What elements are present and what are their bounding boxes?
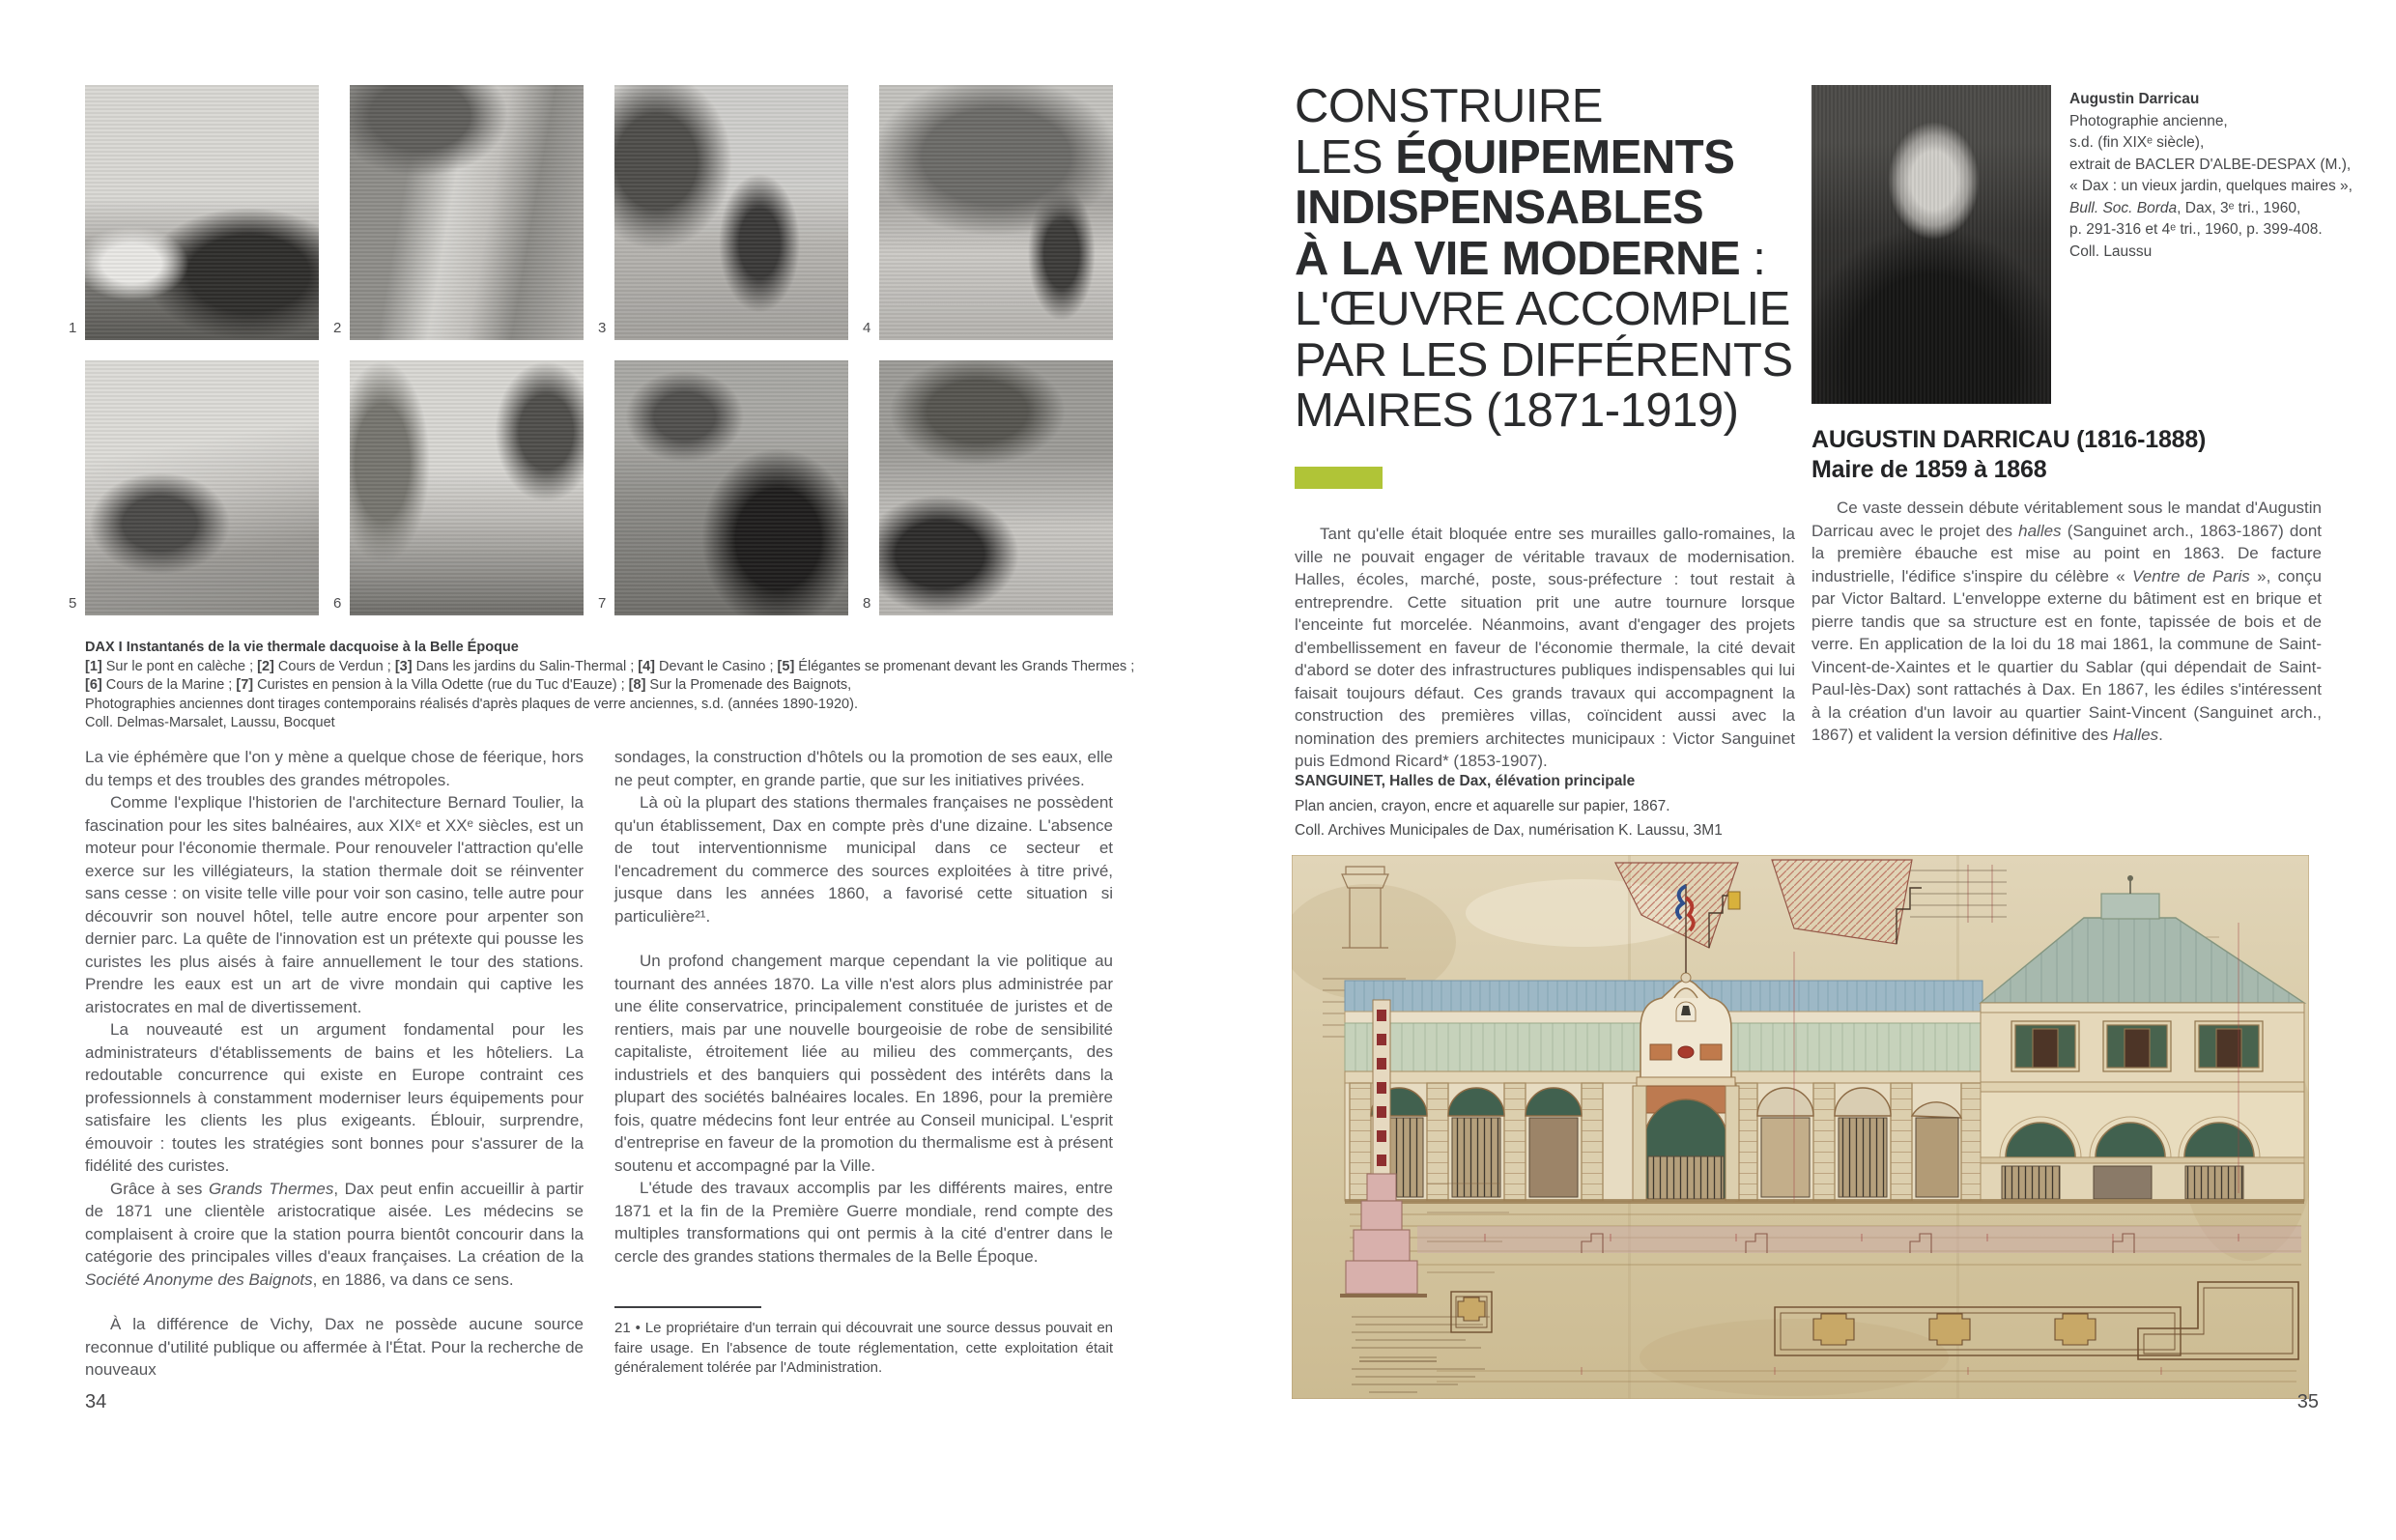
- chapter-title-line: À LA VIE MODERNE :: [1295, 232, 1766, 285]
- chapter-title-line: LES ÉQUIPEMENTS: [1295, 130, 1735, 184]
- photo-4-devant-le-casino: [879, 85, 1113, 340]
- paragraph: La vie éphémère que l'on y mène a quelque chose de féerique, hors du temps et des troubles des grandes métropoles.: [85, 748, 584, 789]
- sanguinet-caption-title: SANGUINET, Halles de Dax, élévation principale: [1295, 773, 1636, 789]
- portrait-caption-line: extrait de BACLER D'ALBE-DESPAX (M.),: [2069, 156, 2352, 173]
- photo-3-jardins-salin-thermal: [614, 85, 848, 340]
- darricau-paragraph: Ce vaste dessein débute véritablement sous le mandat d'Augustin Darricau avec le projet des halles (Sanguinet arch., 1863-1867) dont la première ébauche est mise au point en 1863. De facture industrielle, l'édifice s'inspire du célèbre « Ventre de Paris », conçu par Victor Baltard. L'enveloppe externe du bâtiment est en brique et pierre tandis que sa structure est en fonte, tapissée de bois et de verre. En application de la loi du 18 mai 1861, la commune de Saint-Vincent-de-Xaintes et le quartier du Sablar (qui dépendait de Saint-Paul-lès-Dax) sont rattachés à Dax. En 1867, les édiles s'intéressent à la création d'un lavoir au quartier Saint-Vincent (Sanguinet arch., 1867) et valident la version définitive des Halles.: [1811, 499, 2323, 744]
- chapter-title-line: L'ŒUVRE ACCOMPLIE: [1295, 283, 1790, 335]
- photo-legend-line: [1] Sur le pont en calèche ; [2] Cours de Verdun ; [3] Dans les jardins du Salin-Thermal ; [4] Devant le Casino ; [5] Élégantes se promenant devant les Grands Thermes ;: [85, 658, 1135, 674]
- halles-drawing: [1292, 855, 2309, 1399]
- page-number-left: 34: [85, 1391, 107, 1412]
- body-column-right: [614, 746, 1113, 1379]
- darricau-heading-line1: AUGUSTIN DARRICAU (1816-1888): [1811, 426, 2207, 453]
- photo-legend: [85, 639, 1135, 733]
- paragraph: Grâce à ses Grands Thermes, Dax peut enfin accueillir à partir de 1871 une clientèle aristocratique aisée. Les médecins se complaisent à croire que la station pourra bientôt concourir dans la catégorie des principales villes d'eaux françaises. La création de la Société Anonyme des Baignots, en 1886, va dans ce sens.: [85, 1179, 585, 1289]
- intro-paragraph: Tant qu'elle était bloquée entre ses murailles gallo-romaines, la ville ne pouvait engager de véritable travaux de modernisation. Halles, écoles, marché, poste, sous-préfecture : tout restait à entreprendre. Cette situation prit une autre tournure lorsque l'enceinte fut morcelée. Néanmoins, avant d'engager des projets d'embellissement en faveur de l'économie thermale, la cité devait d'abord se doter des infrastructures publiques indispensables qui lui faisait toujours défaut. Ces grands travaux qui accompagnent la construction des premières villas, coïncident aussi avec la nomination des premiers architectes municipaux : Victor Sanguinet puis Edmond Ricard* (1853-1907).: [1295, 525, 1795, 770]
- photo-number: 6: [333, 595, 342, 612]
- portrait-caption-line: Coll. Laussu: [2069, 242, 2153, 260]
- darricau-heading-line2: Maire de 1859 à 1868: [1811, 456, 2047, 483]
- photo-number: 5: [69, 595, 77, 612]
- paragraph: À la différence de Vichy, Dax ne possède aucune source reconnue d'utilité publique ou affermée à l'État. Pour la recherche de nouveaux: [85, 1315, 584, 1379]
- photo-number: 7: [598, 595, 607, 612]
- portrait-caption-line: p. 291-316 et 4ᵉ tri., 1960, p. 399-408.: [2069, 221, 2323, 238]
- sanguinet-caption-line: Coll. Archives Municipales de Dax, numérisation K. Laussu, 3M1: [1295, 822, 1723, 839]
- accent-bar: [1295, 467, 1383, 489]
- photo-legend-line: Photographies anciennes dont tirages contemporains réalisés d'après plaques de verre anciennes, s.d. (années 1890-1920).: [85, 696, 858, 712]
- footnote-rule: [614, 1306, 761, 1308]
- body-column-left: [85, 746, 584, 1382]
- chapter-title-line: CONSTRUIRE: [1295, 80, 1603, 132]
- photo-legend-title: DAX I Instantanés de la vie thermale dacquoise à la Belle Époque: [85, 640, 519, 655]
- portrait-caption: [2069, 89, 2379, 263]
- portrait-caption-line: Bull. Soc. Borda, Dax, 3ᵉ tri., 1960,: [2069, 199, 2301, 216]
- photo-legend-line: [6] Cours de la Marine ; [7] Curistes en pension à la Villa Odette (rue du Tuc d'Eauze) ; [8] Sur la Promenade des Baignots,: [85, 677, 852, 693]
- photo-number: 8: [863, 595, 871, 612]
- footnote-block: [614, 1306, 1113, 1379]
- footnote: 21 • Le propriétaire d'un terrain qui découvrait une source dessus pouvait en faire usage. En l'absence de toute réglementation, cette exploitation était généralement tolérée par l'Administration.: [614, 1320, 1113, 1376]
- photo-1-caleche: [85, 85, 319, 340]
- paragraph: sondages, la construction d'hôtels ou la promotion de ses eaux, elle ne peut compter, en grande partie, que sur les initiatives privées.: [614, 748, 1113, 789]
- chapter-title-line: MAIRES (1871-1919): [1295, 385, 1739, 437]
- photo-5-grands-thermes: [85, 360, 319, 615]
- darricau-column: [1811, 497, 2322, 747]
- chapter-title-line: INDISPENSABLES: [1295, 182, 1704, 234]
- page-number-right: 35: [2296, 1391, 2319, 1412]
- paragraph: Là où la plupart des stations thermales françaises ne possèdent qu'un établissement, Dax en compte près d'une dizaine. L'absence de tout interventionnisme municipal dans ce secteur et l'encadrement du commerce des sources exploitées à titre privé, jusque dans les années 1860, a favorisé cette situation si particulière²¹.: [614, 793, 1113, 926]
- photo-legend-line: Coll. Delmas-Marsalet, Laussu, Bocquet: [85, 715, 335, 730]
- photo-number: 2: [333, 320, 342, 336]
- paragraph: Un profond changement marque cependant la vie politique au tournant des années 1870. La ville n'est alors plus administrée par une élite conservatrice, principalement constituée de juristes et de rentiers, mais par une nouvelle bourgeoisie de robe de sensibilité capitaliste, étroitement liée au milieu des commerçants, des industriels et des banquiers qui possèdent des intérêts dans la plupart des sociétés balnéaires locales. En 1896, pour la première fois, quatre médecins font leur entrée au Conseil municipal. L'esprit d'entreprise en faveur de la promotion du thermalisme est à présent soutenu et accompagné par la Ville.: [614, 952, 1113, 1175]
- chapter-title: [1295, 81, 1884, 437]
- darricau-heading: [1811, 425, 2333, 485]
- sanguinet-caption-line: Plan ancien, crayon, encre et aquarelle sur papier, 1867.: [1295, 798, 1670, 814]
- photo-7-villa-odette: [614, 360, 848, 615]
- sanguinet-caption: [1295, 769, 1797, 842]
- photo-2-cours-de-verdun: [350, 85, 584, 340]
- portrait-photo-darricau: [1811, 85, 2051, 404]
- paragraph: La nouveauté est un argument fondamental pour les administrateurs d'établissements de bains et les hôteliers. La redoutable concurrence qui existe en Europe contraint ces professionnels à constamment moderniser leurs équipements pour satisfaire les clients les plus exigeants. Éblouir, surprendre, émouvoir : toutes les stratégies sont bonnes pour s'assurer de la fidélité des curistes.: [85, 1020, 584, 1175]
- portrait-caption-line: Photographie ancienne,: [2069, 112, 2228, 129]
- halles-drawing-figure: [1292, 855, 2309, 1404]
- photo-number: 4: [863, 320, 871, 336]
- paragraph: L'étude des travaux accomplis par les différents maires, entre 1871 et la fin de la Première Guerre mondiale, rend compte des multiples transformations qui ont permis à la cité d'entrer dans le cercle des grandes stations thermales de la Belle Époque.: [614, 1179, 1113, 1266]
- portrait-caption-title: Augustin Darricau: [2069, 91, 2200, 107]
- intro-column: [1295, 523, 1795, 773]
- portrait-caption-line: « Dax : un vieux jardin, quelques maires »,: [2069, 178, 2353, 194]
- photo-8-promenade-baignots: [879, 360, 1113, 615]
- paragraph: Comme l'explique l'historien de l'architecture Bernard Toulier, la fascination pour les sites balnéaires, aux XIXᵉ et XXᵉ siècles, est un moteur pour l'économie thermale. Pour renouveler l'attraction qu'elle exerce sur les villégiateurs, la station thermale doit se réinventer sans cesse : on visite telle ville pour voir son casino, telle autre pour découvrir son nouvel hôtel, telle autre encore pour arpenter son dernier parc. La quête de l'innovation est un prétexte qui pousse les curistes les plus aisés à faire annuellement le tour des stations. Prendre les eaux est un art de vivre mondain qui captive les aristocrates en mal de divertissement.: [85, 793, 584, 1016]
- portrait-caption-line: s.d. (fin XIXᵉ siècle),: [2069, 134, 2205, 151]
- photo-number: 1: [69, 320, 77, 336]
- chapter-title-line: PAR LES DIFFÉRENTS: [1295, 333, 1793, 386]
- photo-6-cours-de-la-marine: [350, 360, 584, 615]
- photo-number: 3: [598, 320, 607, 336]
